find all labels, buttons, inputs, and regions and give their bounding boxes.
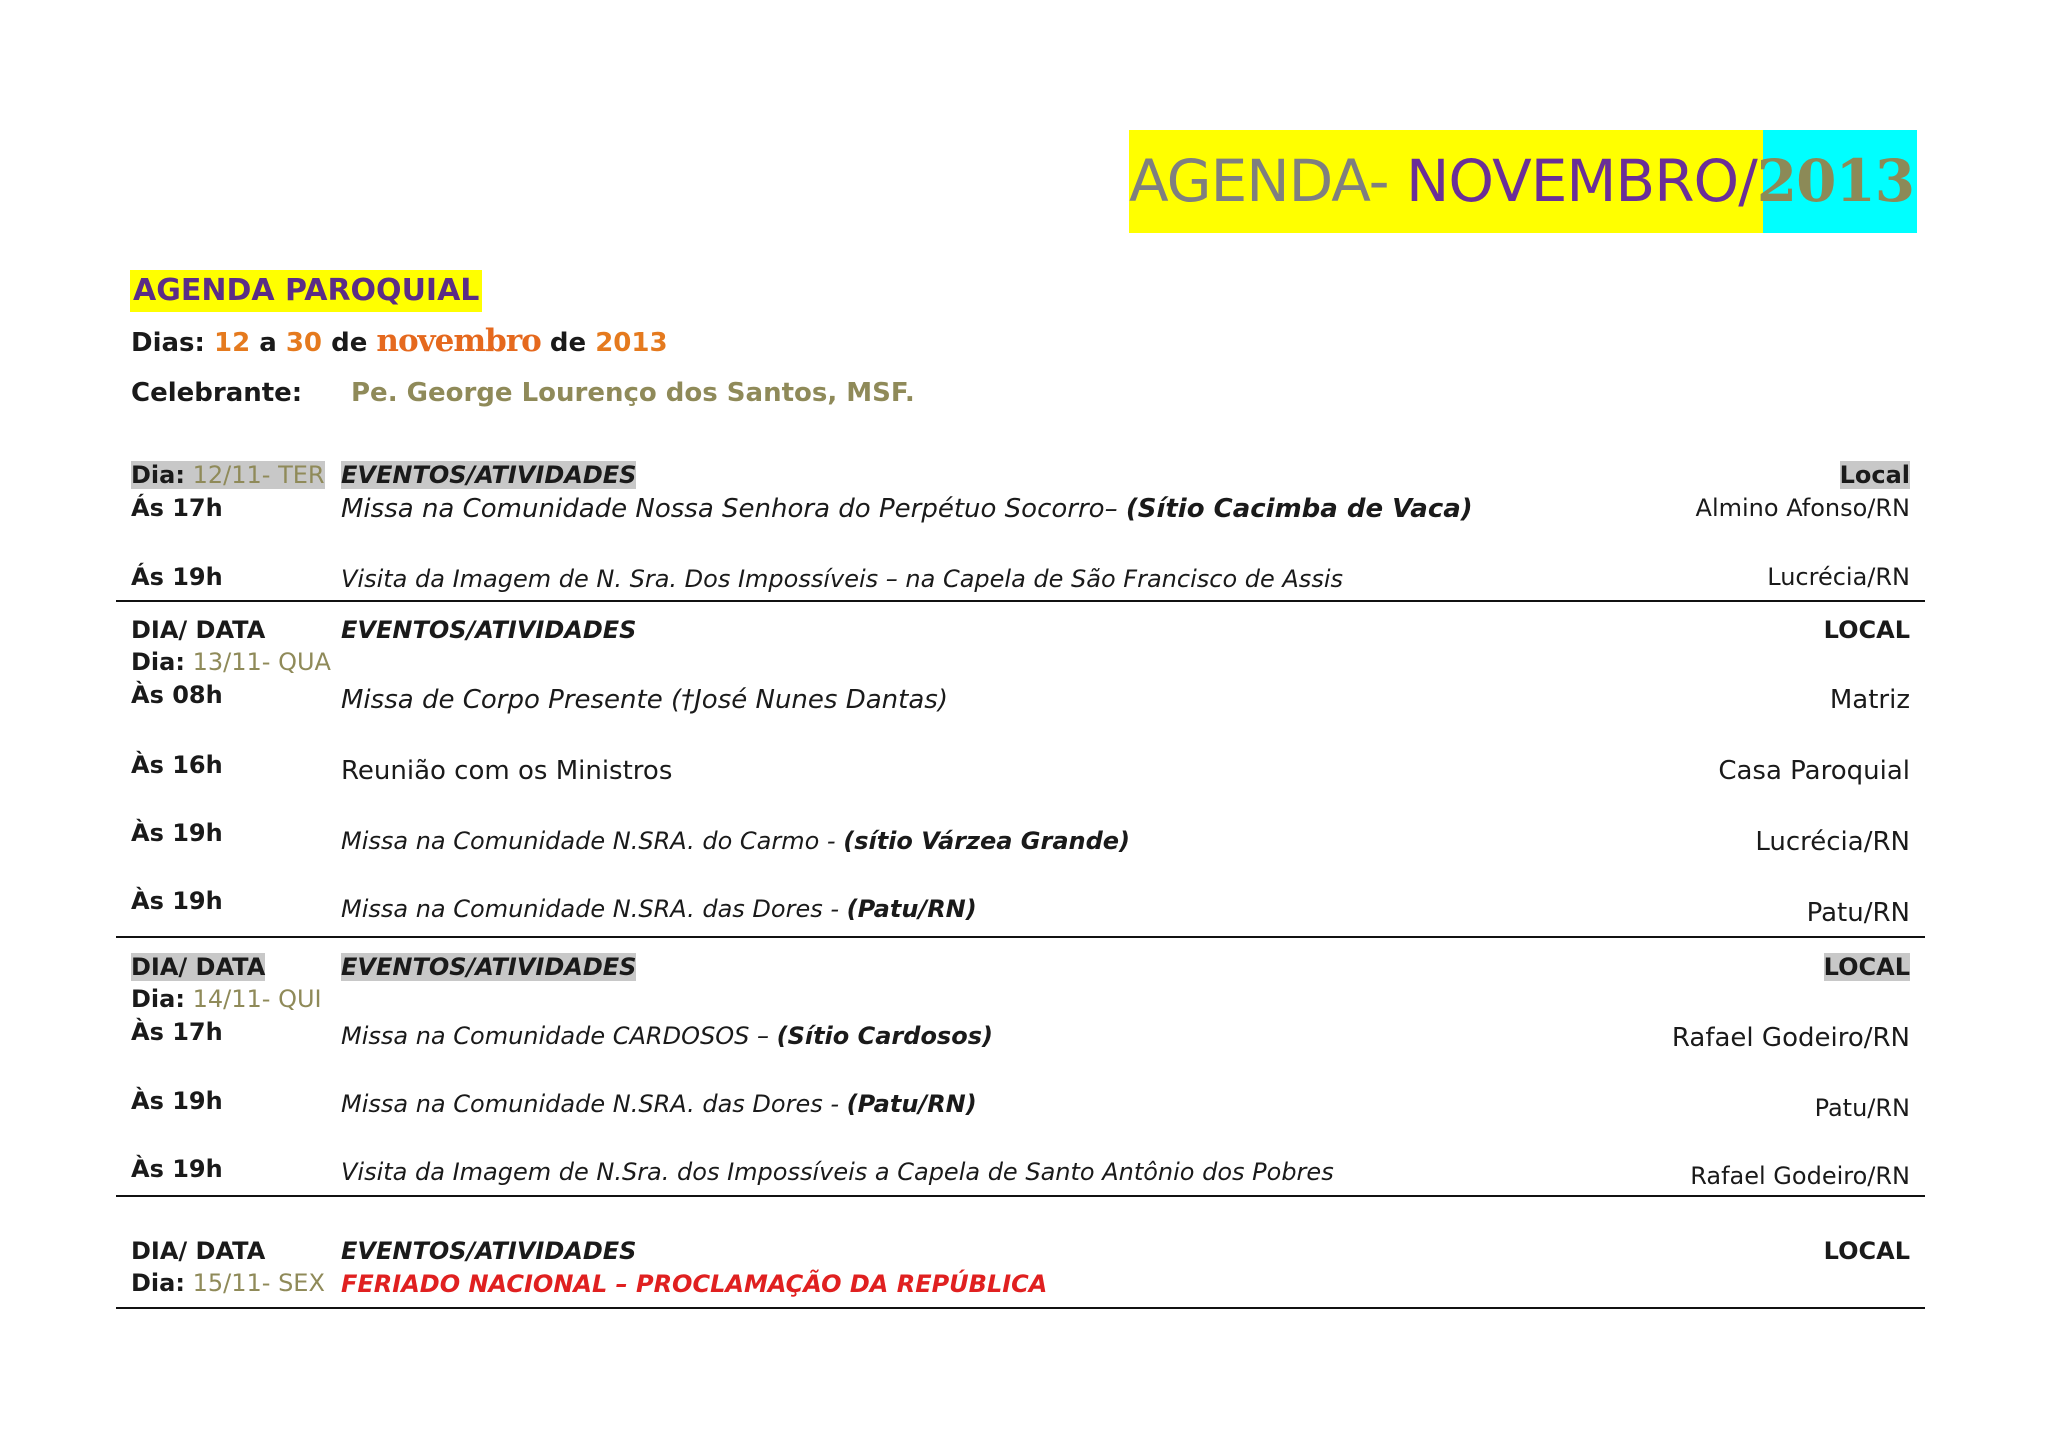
event-text: Visita da Imagem de N. Sra. Dos Impossíveis – na Capela de São Francisco de Assis xyxy=(341,565,1343,593)
event-local: Rafael Godeiro/RN xyxy=(1690,1162,1910,1190)
event-text: Missa de Corpo Presente (†José Nunes Dantas) xyxy=(341,685,948,715)
time-label: Às 16h xyxy=(131,751,223,779)
block1-events-header xyxy=(341,461,636,489)
event-text xyxy=(341,895,977,923)
day-weekday: QUI xyxy=(278,985,322,1013)
day-date: 13/11- xyxy=(192,648,271,676)
day-data-header: DIA/ DATA xyxy=(131,616,266,644)
time-label: Ás 19h xyxy=(131,563,223,591)
day-label: Dia: xyxy=(131,1269,185,1297)
banner-agenda: AGENDA- xyxy=(1129,147,1389,215)
events-header: EVENTOS/ATIVIDADES xyxy=(341,461,637,489)
time-label: Às 19h xyxy=(131,887,223,915)
dias-line xyxy=(131,323,668,359)
time-label: Às 19h xyxy=(131,1087,223,1115)
dias-de2: de xyxy=(549,328,587,358)
page-banner xyxy=(1129,130,1917,233)
day-date: 12/11- xyxy=(192,461,271,489)
events-header: EVENTOS/ATIVIDADES xyxy=(341,953,637,981)
block3-day xyxy=(131,985,322,1013)
dias-a: a xyxy=(259,328,277,358)
day-date: 14/11- xyxy=(192,985,271,1013)
celebrante-name: Pe. George Lourenço dos Santos, MSF. xyxy=(351,378,915,408)
time-label: Às 19h xyxy=(131,819,223,847)
event-text: Visita da Imagem de N.Sra. dos Impossíveis a Capela de Santo Antônio dos Pobres xyxy=(341,1158,1334,1186)
event-place: (Patu/RN) xyxy=(846,1090,977,1118)
day-data-header: DIA/ DATA xyxy=(131,953,266,981)
event-desc: Missa na Comunidade N.SRA. das Dores - xyxy=(341,1090,847,1118)
local-header: Local xyxy=(1839,461,1910,489)
event-local: Lucrécia/RN xyxy=(1767,563,1910,591)
day-weekday: SEX xyxy=(278,1269,325,1297)
dias-from: 12 xyxy=(213,328,251,358)
day-weekday: QUA xyxy=(278,648,331,676)
section-title: AGENDA PAROQUIAL xyxy=(130,270,482,312)
event-desc: Missa na Comunidade N.SRA. das Dores - xyxy=(341,895,847,923)
event-local: Patu/RN xyxy=(1814,1094,1910,1122)
dias-de1: de xyxy=(331,328,368,358)
event-place: (Patu/RN) xyxy=(846,895,977,923)
banner-month: NOVEMBRO xyxy=(1406,147,1739,215)
events-header: EVENTOS/ATIVIDADES xyxy=(341,1237,637,1265)
block3-local-header xyxy=(1824,953,1910,981)
event-text xyxy=(341,1022,993,1050)
event-text xyxy=(341,494,1473,524)
day-label: Dia: xyxy=(131,648,185,676)
event-local: Casa Paroquial xyxy=(1718,756,1910,786)
event-local: Matriz xyxy=(1829,685,1910,715)
time-label: Às 19h xyxy=(131,1155,223,1183)
dias-label: Dias: xyxy=(131,328,205,358)
holiday-notice: FERIADO NACIONAL – PROCLAMAÇÃO DA REPÚBLICA xyxy=(341,1270,1048,1298)
time-label: Às 08h xyxy=(131,681,223,709)
event-text xyxy=(341,1090,977,1118)
events-header: EVENTOS/ATIVIDADES xyxy=(341,616,637,644)
day-date: 15/11- xyxy=(192,1269,271,1297)
event-place: (sítio Várzea Grande) xyxy=(843,827,1131,855)
dias-year: 2013 xyxy=(595,328,668,358)
local-header: LOCAL xyxy=(1823,1237,1910,1265)
day-data-header: DIA/ DATA xyxy=(131,1237,266,1265)
block4-day xyxy=(131,1269,325,1297)
event-desc: Missa na Comunidade Nossa Senhora do Perpétuo Socorro– xyxy=(341,494,1126,524)
day-weekday: TER xyxy=(278,461,325,489)
local-header: LOCAL xyxy=(1823,616,1910,644)
event-text xyxy=(341,827,1130,855)
block3-day-data-header xyxy=(131,953,265,981)
event-local: Lucrécia/RN xyxy=(1755,827,1910,857)
event-local: Almino Afonso/RN xyxy=(1695,494,1910,522)
divider xyxy=(116,1195,1925,1197)
event-place: (Sítio Cardosos) xyxy=(776,1022,993,1050)
block2-day xyxy=(131,648,331,676)
banner-slash: / xyxy=(1738,147,1757,215)
divider xyxy=(116,1307,1925,1309)
dias-month: novembro xyxy=(376,323,541,359)
event-desc: Missa na Comunidade N.SRA. do Carmo - xyxy=(341,827,844,855)
dias-to: 30 xyxy=(285,328,323,358)
day-label: Dia: xyxy=(131,985,185,1013)
divider xyxy=(116,600,1925,602)
event-desc: Missa na Comunidade CARDOSOS – xyxy=(341,1022,777,1050)
banner-title xyxy=(1129,130,1914,233)
event-place: (Sítio Cacimba de Vaca) xyxy=(1125,494,1473,524)
event-local: Patu/RN xyxy=(1806,898,1910,928)
celebrante-label: Celebrante: xyxy=(131,378,303,408)
local-header: LOCAL xyxy=(1823,953,1910,981)
block3-events-header xyxy=(341,953,636,981)
day-label: Dia: xyxy=(131,461,185,489)
event-text: Reunião com os Ministros xyxy=(341,756,673,786)
time-label: Ás 17h xyxy=(131,494,223,522)
divider xyxy=(116,936,1925,938)
time-label: Às 17h xyxy=(131,1018,223,1046)
event-local: Rafael Godeiro/RN xyxy=(1671,1023,1910,1053)
block1-local-header xyxy=(1840,461,1910,489)
block1-day xyxy=(131,461,325,489)
banner-year: 2013 xyxy=(1756,147,1915,215)
